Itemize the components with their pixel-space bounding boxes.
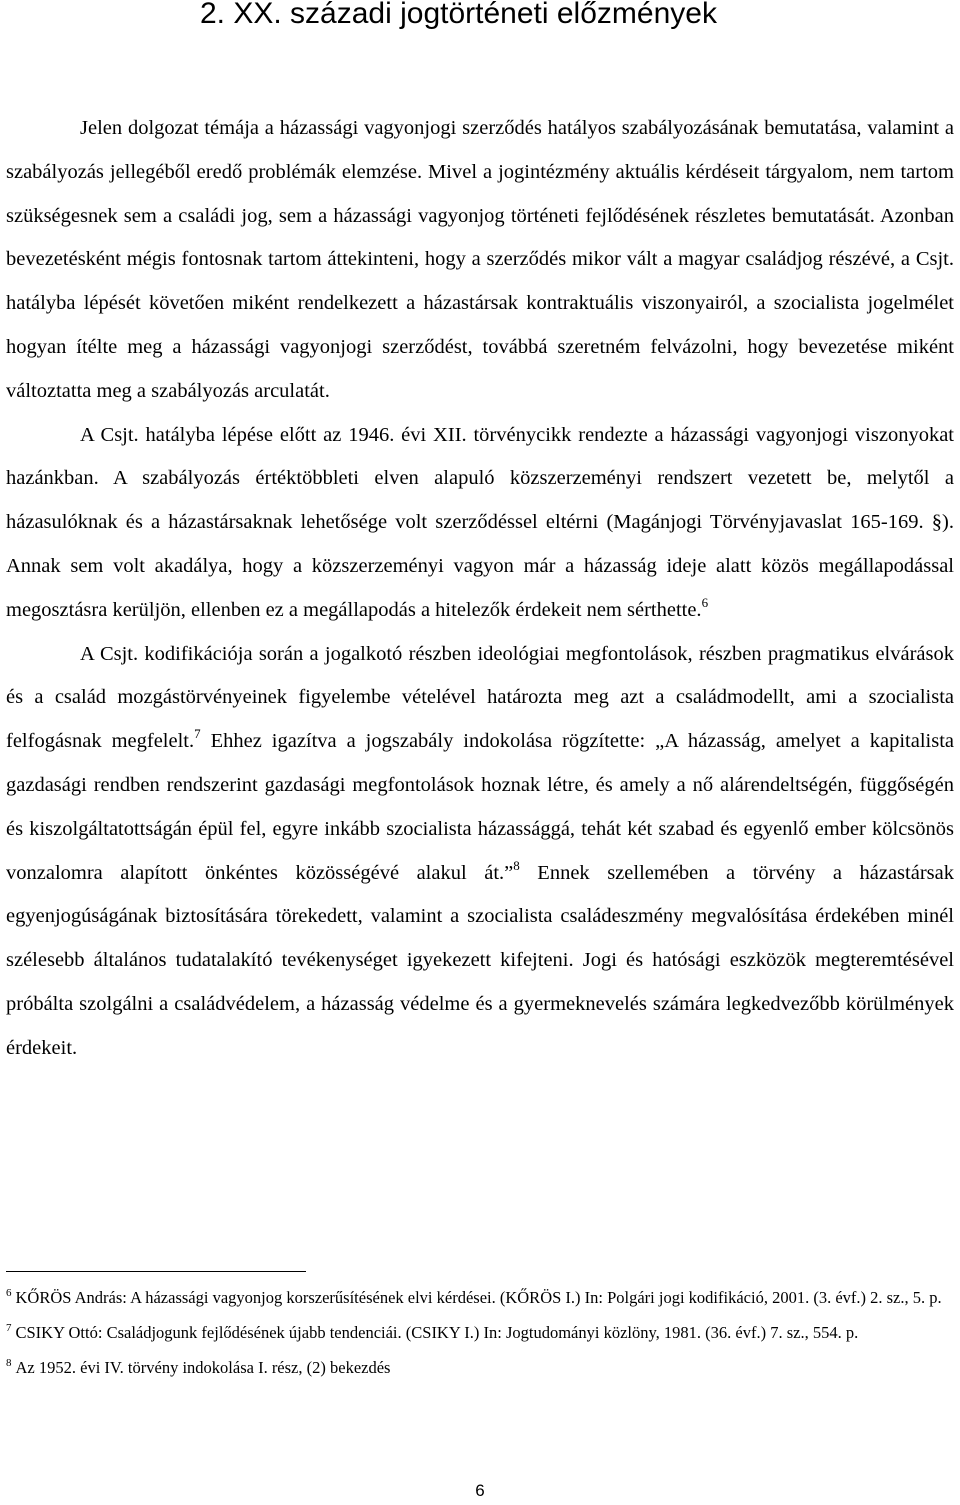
- footnote-6: [6, 1280, 954, 1315]
- footnote-ref-7[interactable]: 7: [194, 726, 201, 742]
- paragraph-3-text: A Csjt. kodifikációja során a jogalkotó részben ideológiai megfontolások, részben pragmatikus elvárások és a család mozgástörvényeinek figyelembe vételével határozta meg azt a családmodellt, ami a szocialista felfogásnak megfelelt.: [6, 642, 954, 753]
- footnote-7: [6, 1315, 954, 1350]
- paragraph-3-text-cont: Ehhez igazítva a jogszabály indokolása rögzítette: „A házasság, amelyet a kapitalista gazdasági rendben rendszerint gazdasági megfontolások hoznak létre, és amely a nő alárendeltségén, függőségén és kiszolgáltatottságán épül fel, egyre inkább szocialista házassággá, tehát két szabad és egyenlő ember kölcsönös vonzalomra alapított önkéntes közösségévé alakul át.”: [6, 730, 954, 884]
- section-heading: 2. XX. századi jogtörténeti előzmények: [200, 0, 717, 30]
- paragraph-2: [6, 414, 954, 633]
- footnote-8: [6, 1350, 954, 1385]
- footnote-separator: [6, 1271, 306, 1272]
- footnote-text: CSIKY Ottó: Családjogunk fejlődésének újabb tendenciái. (CSIKY I.) In: Jogtudományi közlöny, 1981. (36. évf.) 7. sz., 554. p.: [15, 1323, 859, 1342]
- footnote-number: 8: [6, 1357, 12, 1369]
- footnote-text: Az 1952. évi IV. törvény indokolása I. rész, (2) bekezdés: [15, 1358, 391, 1377]
- paragraph-1-text: Jelen dolgozat témája a házassági vagyonjogi szerződés hatályos szabályozásának bemutatása, valamint a szabályozás jellegéből eredő problémák elemzése. Mivel a jogintézmény aktuális kérdéseit tárgyalom, nem tartom szükségesnek sem a családi jog, sem a házassági vagyonjog történeti fejlődésének részletes bemutatását. Azonban bevezetésként mégis fontosnak tartom áttekinteni, hogy a szerződés mikor vált a magyar családjog részévé, a Csjt. hatályba lépését követően miként rendelkezett a házastársak kontraktuális viszonyairól, a szocialista jogelmélet hogyan ítélte meg a házassági vagyonjogi szerződést, továbbá szeretném felvázolni, hogy bevezetése miként változtatta meg a szabályozás arculatát.: [6, 117, 954, 402]
- footnotes: [6, 1280, 954, 1385]
- paragraph-3-text-cont2: Ennek szellemében a törvény a házastársak egyenjogúságának biztosítására törekedett, valamint a szocialista családeszmény megvalósítása érdekében minél szélesebb általános tudatalakító tevékenységet igyekezett kifejteni. Jogi és hatósági eszközök megteremtésével próbálta szolgálni a családvédelem, a házasság védelme és a gyermeknevelés számára legkedvezőbb körülmények érdekeit.: [6, 861, 954, 1059]
- page-number: 6: [475, 1481, 485, 1500]
- footnote-ref-8[interactable]: 8: [513, 857, 520, 873]
- body-text: [6, 107, 954, 1071]
- footnote-number: 7: [6, 1322, 12, 1334]
- footnote-ref-6[interactable]: 6: [701, 594, 709, 610]
- paragraph-1: [6, 107, 954, 414]
- paragraph-2-text: A Csjt. hatályba lépése előtt az 1946. évi XII. törvénycikk rendezte a házassági vagyonjogi viszonyokat hazánkban. A szabályozás értéktöbbleti elven alapuló közszerzeményi rendszert vezetett be, melytől a házasulóknak és a házastársaknak lehetősége volt szerződéssel eltérni (Magánjogi Törvényjavaslat 165-169. §). Annak sem volt akadálya, hogy a közszerzeményi vagyon már a házasság ideje alatt közös megállapodással megosztásra kerüljön, ellenben ez a megállapodás a hitelezők érdekeit nem sérthette.: [6, 423, 954, 621]
- footnote-number: 6: [6, 1287, 12, 1299]
- paragraph-3: [6, 633, 954, 1071]
- footnote-text: KŐRÖS András: A házassági vagyonjog korszerűsítésének elvi kérdései. (KŐRÖS I.) In: Polgári jogi kodifikáció, 2001. (3. évf.) 2. sz., 5. p.: [15, 1288, 942, 1307]
